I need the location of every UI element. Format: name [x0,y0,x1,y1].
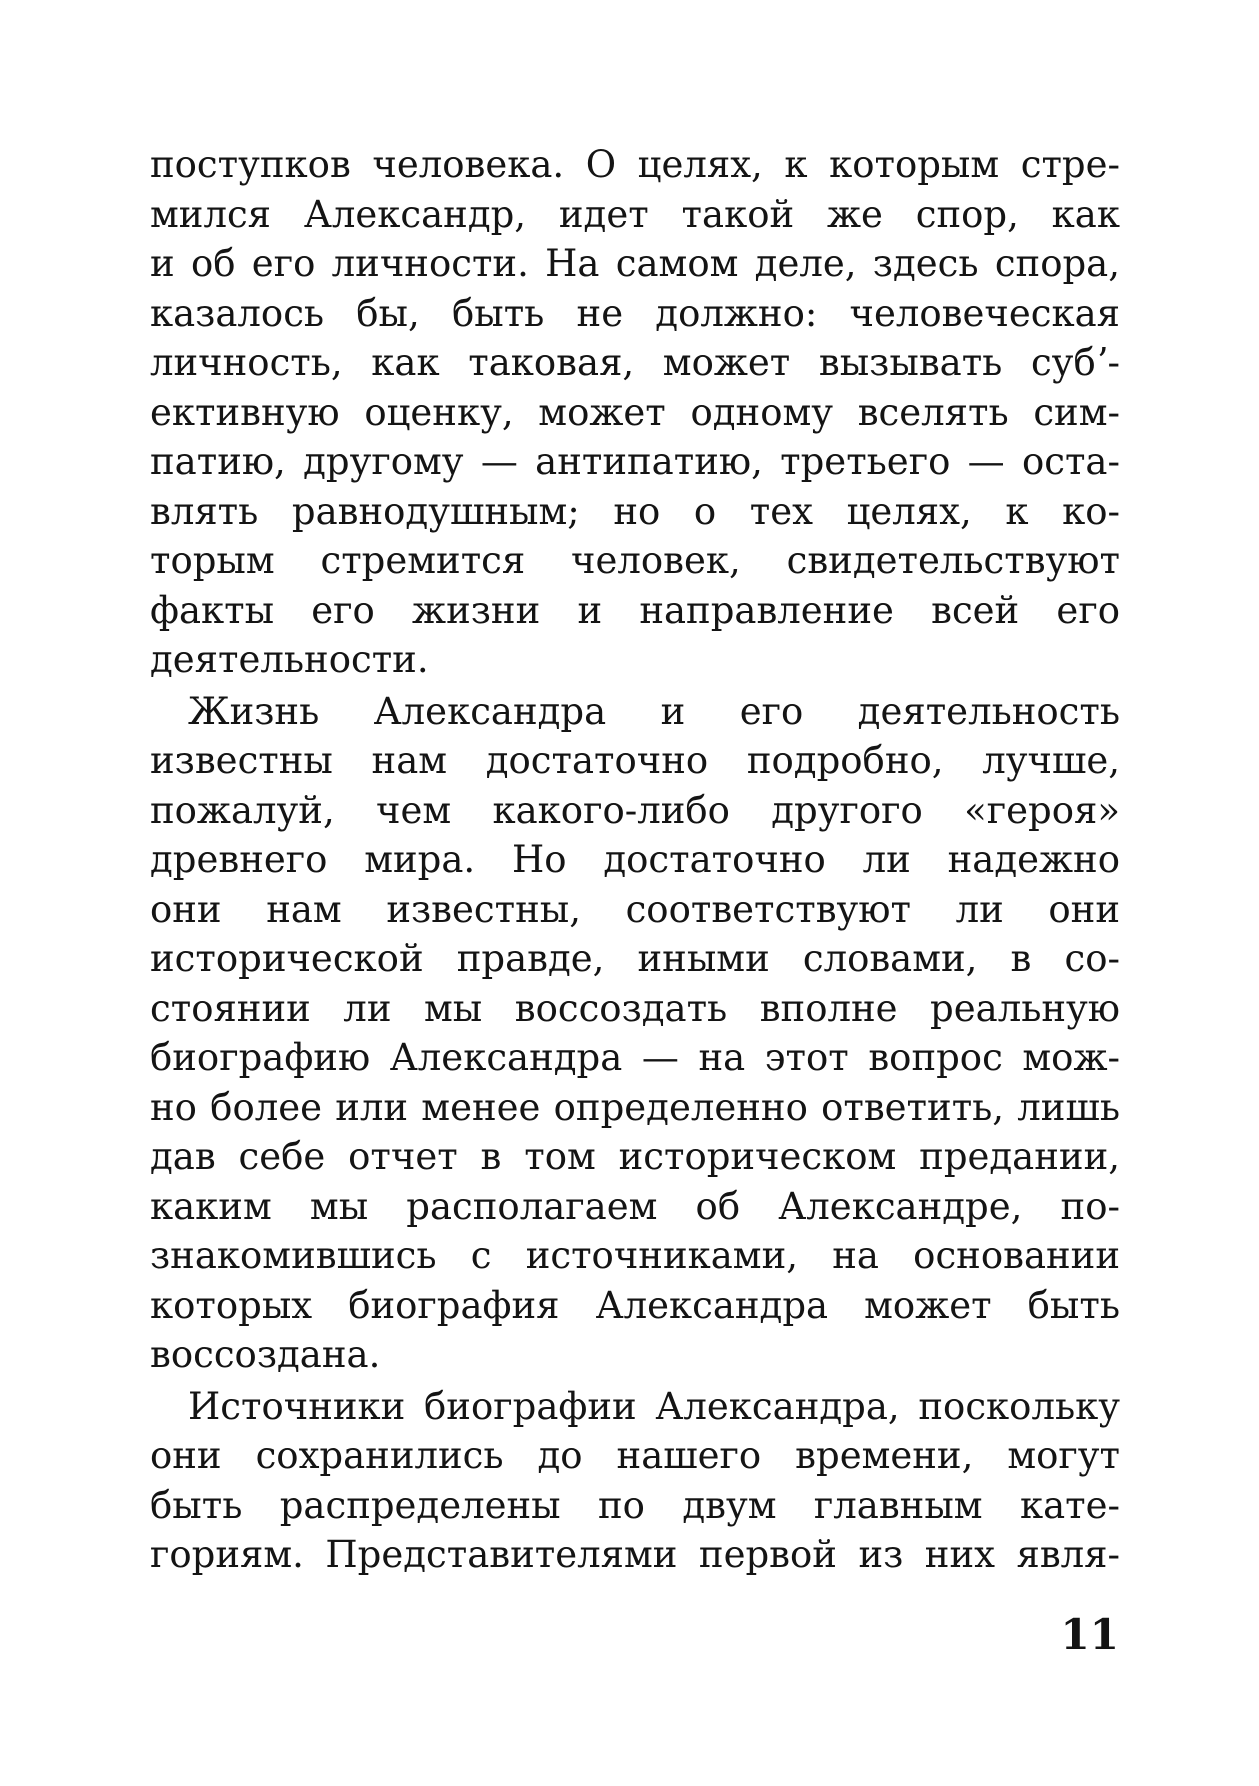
paragraph-3 [150,1382,1120,1580]
paragraph-1 [150,140,1120,685]
text-line: знакомившись с источниками, на основании [150,1234,1120,1277]
text-line: мился Александр, идет такой же спор, как [150,192,1120,236]
text-line: которых биография Александра может быть [150,1283,1120,1327]
text-line: они нам известны, соответствуют ли они [150,887,1120,931]
text-line: влять равнодушным; но о тех целях, к ко- [150,489,1120,533]
text-line: ективную оценку, может одному вселять сим- [150,390,1120,434]
text-line: но более или менее определенно ответить, лишь [150,1085,1120,1129]
text-line: известны нам достаточно подробно, лучше, [150,739,1120,782]
text-line: патию, другому — антипатию, третьего — оста- [150,440,1120,483]
text-line: исторической правде, иными словами, в со- [150,937,1120,980]
text-line: древнего мира. Но достаточно ли надежно [150,838,1120,881]
text-line: факты его жизни и направление всей его [150,588,1120,632]
text-line: Источники биографии Александра, поскольку [188,1384,1120,1428]
text-line: стоянии ли мы воссоздать вполне реальную [150,986,1120,1030]
text-line: Жизнь Александра и его деятельность [188,689,1120,733]
text-line: личность, как таковая, может вызывать субʼ- [150,341,1120,384]
text-line: биографию Александра — на этот вопрос мож- [150,1036,1120,1079]
text-line: каким мы располагаем об Александре, по- [150,1184,1120,1228]
text-line: деятельности. [150,638,429,681]
text-line: и об его личности. На самом деле, здесь спора, [150,242,1120,285]
text-line: воссоздана. [150,1333,381,1376]
paragraph-2 [150,687,1120,1380]
text-line: торым стремится человек, свидетельствуют [150,539,1120,582]
text-line: они сохранились до нашего времени, могут [150,1434,1120,1477]
body-text [150,140,1120,1580]
page-number: 11 [1060,1610,1119,1659]
text-line: пожалуй, чем какого-либо другого «героя» [150,788,1120,832]
text-line: поступков человека. О целях, к которым стре- [150,143,1120,186]
text-line: казалось бы, быть не должно: человеческая [150,291,1120,335]
text-line: дав себе отчет в том историческом предании, [150,1135,1120,1178]
text-line: гориям. Представителями первой из них явля- [150,1533,1120,1576]
text-line: быть распределены по двум главным кате- [150,1483,1120,1527]
